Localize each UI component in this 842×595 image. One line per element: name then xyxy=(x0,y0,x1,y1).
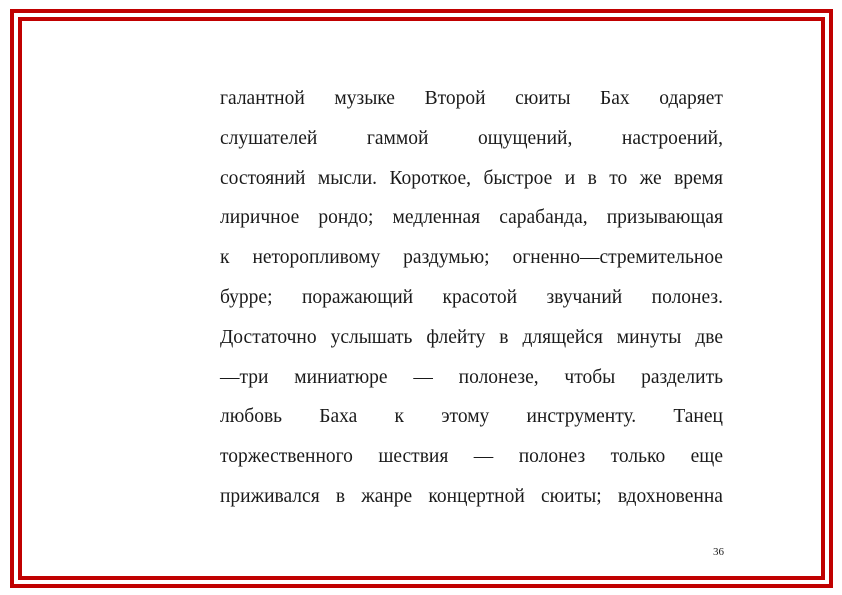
word: —три xyxy=(220,366,269,388)
word: раздумью; xyxy=(403,247,490,269)
word: в xyxy=(335,485,346,507)
word: сюиты xyxy=(515,88,571,109)
word: миниатюре xyxy=(294,366,388,388)
word: призывающая xyxy=(606,207,723,229)
word: Бах xyxy=(600,88,630,109)
word: минуты xyxy=(616,326,682,348)
text-line xyxy=(220,318,723,358)
word: музыке xyxy=(334,88,395,109)
word: к xyxy=(394,406,404,428)
word: Второй xyxy=(424,88,486,109)
text-line xyxy=(220,79,723,119)
word: звучаний xyxy=(546,286,623,308)
word: гаммой xyxy=(366,127,429,149)
word: — xyxy=(473,446,494,468)
text-line xyxy=(220,198,723,238)
word: жанре xyxy=(361,485,413,507)
word: бурре; xyxy=(220,286,273,308)
word: слушателей xyxy=(220,127,318,149)
word: полонезе, xyxy=(458,366,539,388)
text-line xyxy=(220,437,723,477)
word: и xyxy=(564,167,576,189)
word: огненно—стремительное xyxy=(512,247,723,269)
word: же xyxy=(639,167,662,189)
word: этому xyxy=(441,406,490,428)
word: чтобы xyxy=(564,366,616,388)
word: лиричное xyxy=(220,207,300,229)
word: концертной xyxy=(428,485,525,507)
word: рондо; xyxy=(318,207,374,229)
word: неторопливому xyxy=(252,247,381,269)
word: мысли. xyxy=(317,167,378,189)
word: две xyxy=(695,326,723,348)
word: медленная xyxy=(392,207,481,229)
word: к xyxy=(220,247,230,269)
word: флейту xyxy=(426,326,486,348)
text-line xyxy=(220,358,723,398)
text-line xyxy=(220,119,723,159)
word: длящейся xyxy=(522,326,603,348)
word: время xyxy=(674,167,723,189)
word: сюиты; xyxy=(540,485,602,507)
text-line xyxy=(220,477,723,517)
word: вдохновенна xyxy=(617,485,723,507)
word: Короткое, xyxy=(389,167,472,189)
word: шествия xyxy=(378,446,449,468)
body-text xyxy=(220,79,723,517)
word: только xyxy=(610,446,666,468)
word: полонез. xyxy=(651,286,723,308)
word: Достаточно xyxy=(220,326,317,348)
word: одаряет xyxy=(659,88,723,109)
word: полонез xyxy=(518,446,586,468)
word: приживался xyxy=(220,485,320,507)
word: Баха xyxy=(319,406,358,428)
word: торжественного xyxy=(220,446,353,468)
word: — xyxy=(413,366,433,388)
text-line xyxy=(220,278,723,318)
page-number: 36 xyxy=(713,546,724,558)
word: красотой xyxy=(442,286,518,308)
word: ощущений, xyxy=(477,127,573,149)
word: разделить xyxy=(641,366,723,388)
word: в xyxy=(587,167,597,189)
word: в xyxy=(499,326,509,348)
word: услышать xyxy=(330,326,413,348)
word: Танец xyxy=(673,406,723,428)
word: галантной xyxy=(220,88,305,109)
word: поражающий xyxy=(301,286,414,308)
word: настроений, xyxy=(621,127,723,149)
word: то xyxy=(609,167,628,189)
text-line xyxy=(220,397,723,437)
text-line xyxy=(220,159,723,199)
word: быстрое xyxy=(483,167,553,189)
word: еще xyxy=(690,446,723,468)
word: сарабанда, xyxy=(499,207,588,229)
word: любовь xyxy=(220,406,283,428)
word: состояний xyxy=(220,167,306,189)
word: инструменту. xyxy=(526,406,637,428)
text-line xyxy=(220,238,723,278)
